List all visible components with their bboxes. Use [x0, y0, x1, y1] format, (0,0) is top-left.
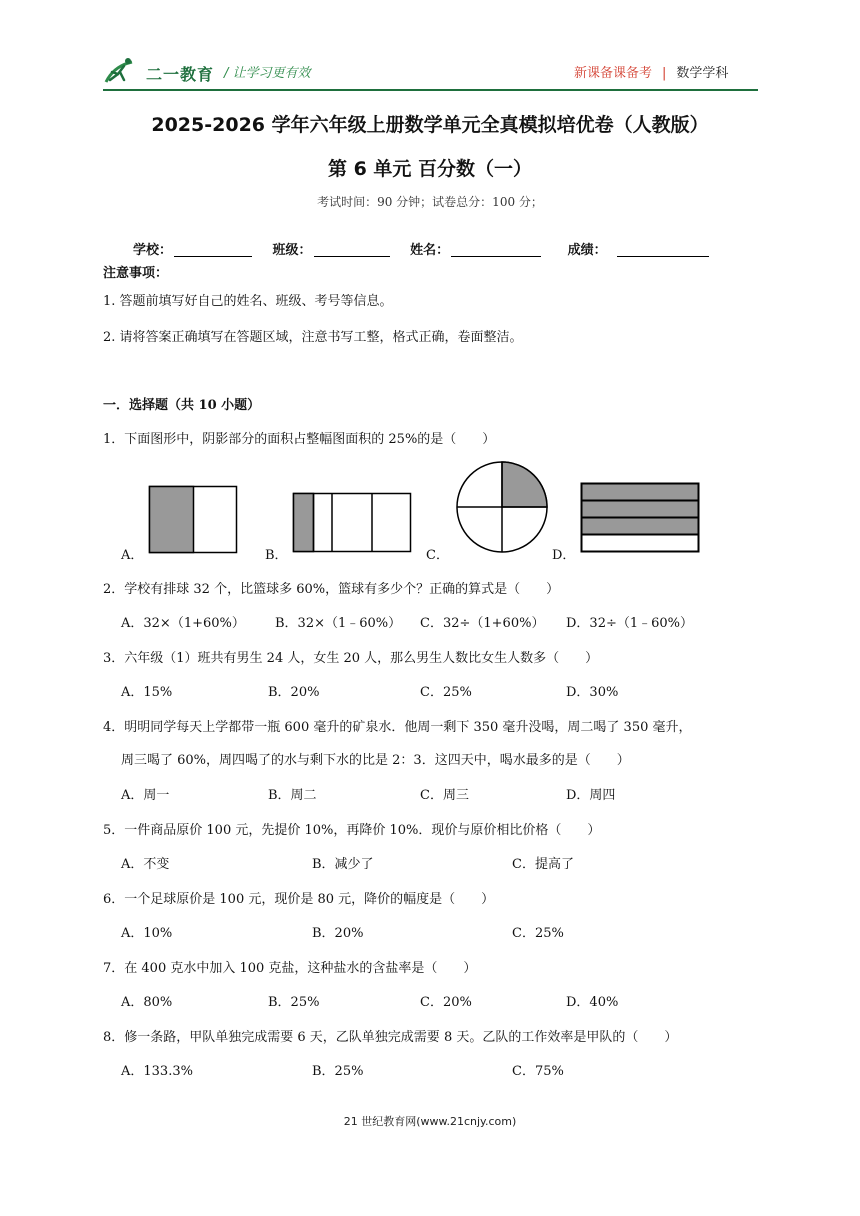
q3-option-c[interactable]: C．25%: [420, 685, 472, 700]
field-school-blank[interactable]: [174, 242, 252, 257]
header-separator: |: [662, 66, 667, 81]
header-subject: 数学学科: [676, 66, 729, 81]
question-5: 5．一件商品原价 100 元，先提价 10%，再降价 10%．现价与原价相比价格（ ）: [103, 823, 601, 838]
q2-option-d[interactable]: D．32÷（1﹣60%）: [566, 616, 694, 631]
q7-option-b[interactable]: B．25%: [268, 995, 320, 1010]
figure-d-horizontal-bars: [580, 482, 702, 554]
slogan: / 让学习更有效: [224, 66, 311, 81]
header-red-text: 新课备课备考: [574, 66, 653, 81]
field-school-label: 学校：: [133, 243, 173, 258]
field-class-blank[interactable]: [314, 242, 390, 257]
q5-option-a[interactable]: A．不变: [121, 857, 170, 872]
q3-option-d[interactable]: D．30%: [566, 685, 619, 700]
question-7: 7．在 400 克水中加入 100 克盐，这种盐水的含盐率是（ ）: [103, 961, 477, 976]
q5-option-b[interactable]: B．减少了: [312, 857, 374, 872]
q4-option-d[interactable]: D．周四: [566, 788, 616, 803]
q3-option-b[interactable]: B．20%: [268, 685, 320, 700]
question-8: 8．修一条路，甲队单独完成需要 6 天，乙队单独完成需要 8 天。乙队的工作效率是甲队的（ ）: [103, 1030, 678, 1045]
brand-name: 二一教育: [146, 65, 215, 84]
header-right: [574, 62, 728, 81]
section-title: 一．选择题（共 10 小题）: [103, 398, 261, 413]
field-score-blank[interactable]: [617, 242, 709, 257]
logo-runner-icon: [102, 56, 146, 86]
q4-option-b[interactable]: B．周二: [268, 788, 317, 803]
header-divider: [103, 89, 758, 91]
q6-option-c[interactable]: C．25%: [512, 926, 564, 941]
page-title: 2025-2026 学年六年级上册数学单元全真模拟培优卷（人教版）: [151, 114, 709, 136]
notice-item: 2. 请将答案正确填写在答题区域，注意书写工整，格式正确，卷面整洁。: [103, 330, 523, 345]
q8-option-c[interactable]: C．75%: [512, 1064, 564, 1079]
question-3: 3．六年级（1）班共有男生 24 人，女生 20 人，那么男生人数比女生人数多（ ）: [103, 651, 599, 666]
q6-option-b[interactable]: B．20%: [312, 926, 364, 941]
question-6: 6．一个足球原价是 100 元，现价是 80 元，降价的幅度是（ ）: [103, 892, 495, 907]
q1-option-a-label: A．: [121, 548, 144, 563]
q7-option-a[interactable]: A．80%: [121, 995, 173, 1010]
q4-option-a[interactable]: A．周一: [121, 788, 170, 803]
q8-option-b[interactable]: B．25%: [312, 1064, 364, 1079]
field-class-label: 班级：: [272, 243, 312, 258]
notice-title: 注意事项：: [103, 266, 169, 281]
q1-option-b-label: B．: [265, 548, 288, 563]
unit-title: 第 6 单元 百分数（一）: [327, 158, 533, 180]
page-footer: 21 世纪教育网(www.21cnjy.com): [343, 1115, 517, 1128]
field-name-label: 姓名：: [410, 243, 450, 258]
q2-option-c[interactable]: C．32÷（1+60%）: [420, 616, 545, 631]
question-2: 2．学校有排球 32 个，比篮球多 60%，篮球有多少个？正确的算式是（ ）: [103, 582, 560, 597]
q8-option-a[interactable]: A．133.3%: [121, 1064, 193, 1079]
q2-option-a[interactable]: A．32×（1+60%）: [121, 616, 245, 631]
question-1: 1．下面图形中，阴影部分的面积占整幅图面积的 25%的是（ ）: [103, 432, 496, 447]
field-name-blank[interactable]: [451, 242, 541, 257]
student-fields: [133, 239, 709, 258]
figure-b-quarter-strips: [292, 492, 414, 554]
q1-option-c-label: C．: [426, 548, 449, 563]
q5-option-c[interactable]: C．提高了: [512, 857, 574, 872]
q2-option-b[interactable]: B．32×（1﹣60%）: [275, 616, 402, 631]
exam-info: 考试时间：90 分钟；试卷总分：100 分；: [317, 195, 543, 209]
q7-option-c[interactable]: C．20%: [420, 995, 472, 1010]
q3-option-a[interactable]: A．15%: [121, 685, 173, 700]
q6-option-a[interactable]: A．10%: [121, 926, 173, 941]
figure-a-half-rectangle: [148, 485, 240, 555]
q4-option-c[interactable]: C．周三: [420, 788, 469, 803]
field-score-label: 成绩：: [567, 243, 607, 258]
figure-c-quarter-circle: [454, 459, 550, 555]
q7-option-d[interactable]: D．40%: [566, 995, 619, 1010]
notice-item: 1. 答题前填写好自己的姓名、班级、考号等信息。: [103, 294, 393, 309]
q1-option-d-label: D．: [552, 548, 576, 563]
question-4-line-2: 周三喝了 60%，周四喝了的水与剩下水的比是 2：3．这四天中，喝水最多的是（ ）: [121, 753, 630, 768]
question-4: 4．明明同学每天上学都带一瓶 600 毫升的矿泉水．他周一剩下 350 毫升没喝，周二喝了 350 毫升，: [103, 720, 692, 735]
